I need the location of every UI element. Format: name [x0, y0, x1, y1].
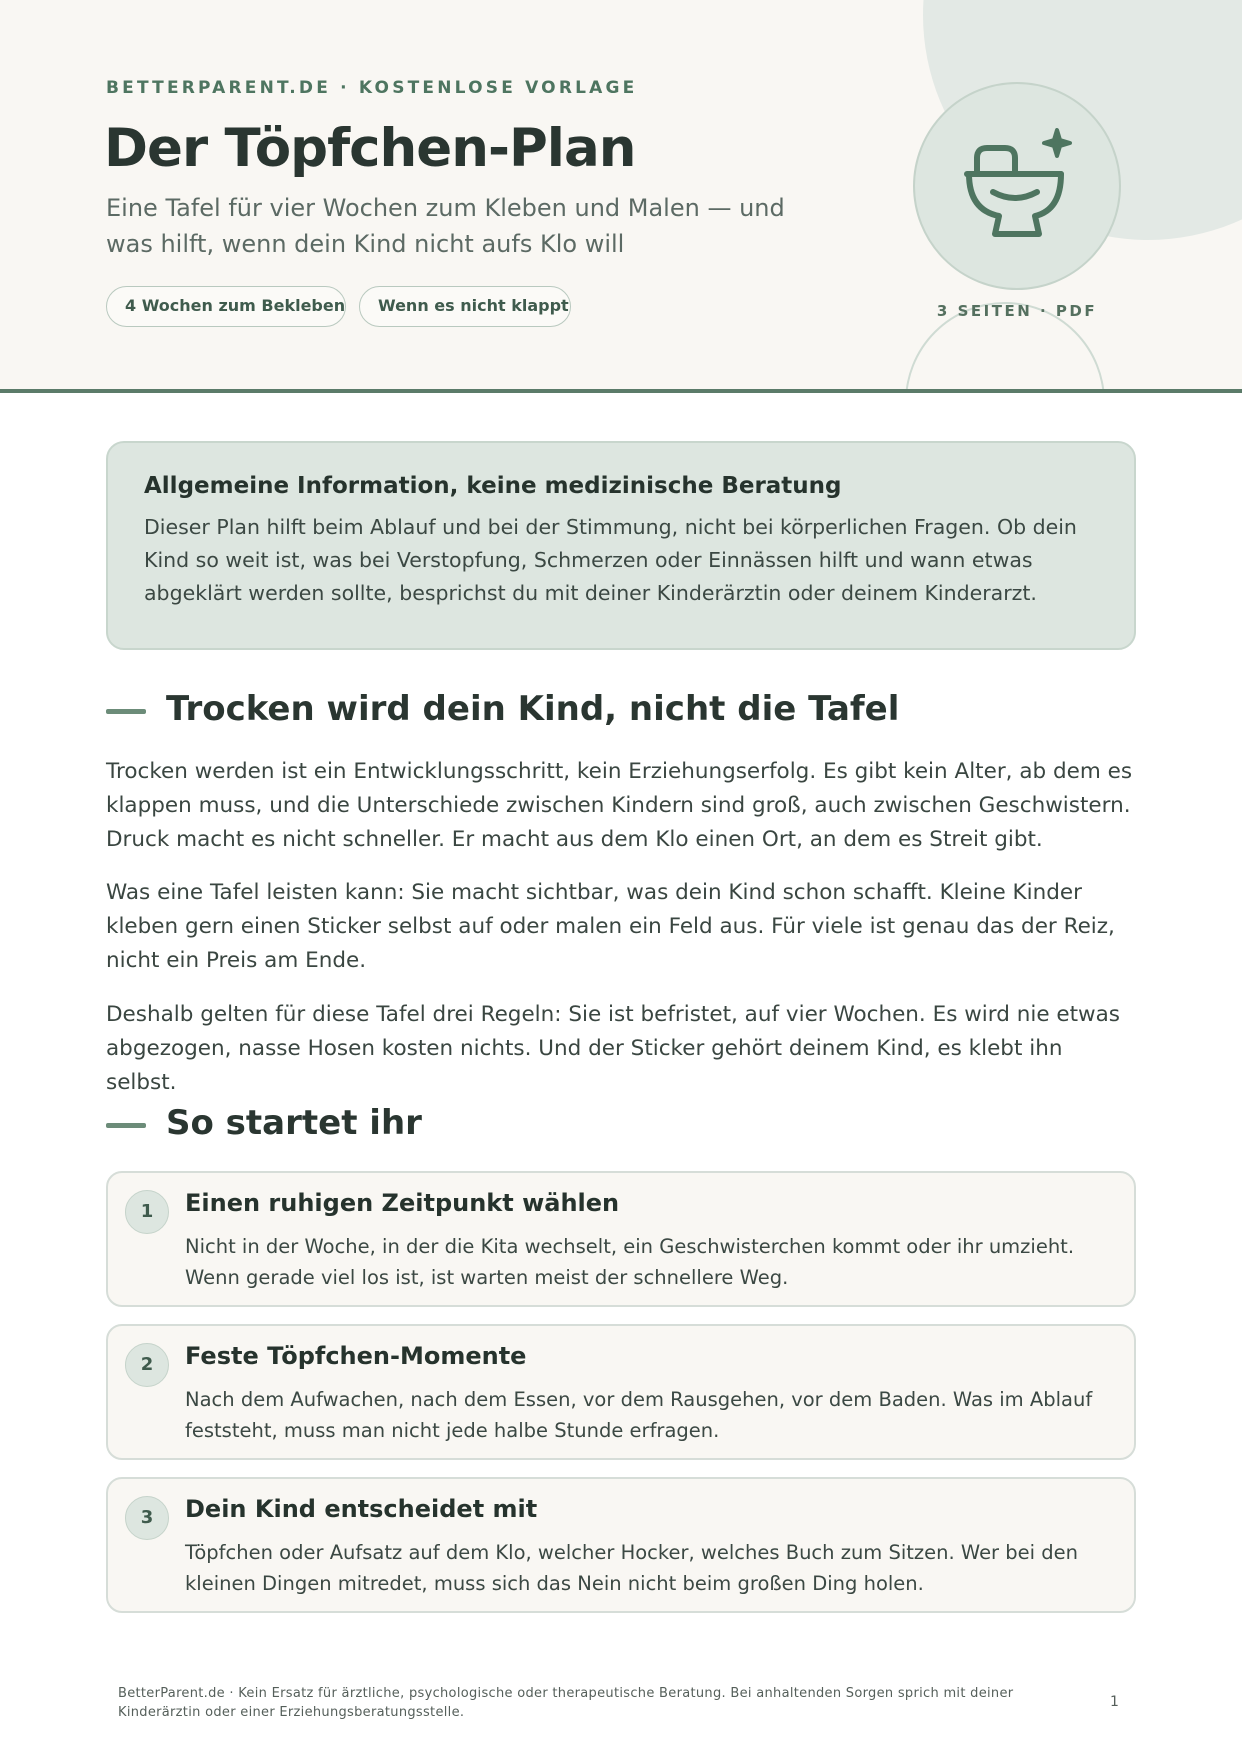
- page-number: 1: [1110, 1694, 1119, 1710]
- heading-dash: [106, 709, 146, 714]
- step-text: Nicht in der Woche, in der die Kita wechselt, ein Geschwisterchen kommt oder ihr umzieht. Wenn gerade viel los ist, ist warten meist der schnellere Weg.: [185, 1235, 1075, 1289]
- disclaimer-text: Dieser Plan hilft beim Ablauf und bei der Stimmung, nicht bei körperlichen Fragen. Ob dein Kind so weit ist, was bei Verstopfung, Schmerzen oder Einnässen hilft und wann etwas abgeklärt werden sollte, besprichst du mit deiner Kinderärztin oder deinem Kinderarzt.: [144, 515, 1077, 605]
- body-paragraph: Deshalb gelten für diese Tafel drei Regeln: Sie ist befristet, auf vier Wochen. Es wird nie etwas abgezogen, nasse Hosen kosten nichts. Und der Sticker gehört deinem Kind, es klebt ihn selbst.: [106, 1002, 1121, 1095]
- header-divider: [0, 389, 1242, 393]
- disclaimer-box: [106, 441, 1136, 650]
- page-subtitle: Eine Tafel für vier Wochen zum Kleben und Malen — und was hilft, wenn dein Kind nicht aufs Klo will: [106, 194, 785, 258]
- step-title: Feste Töpfchen-Momente: [185, 1342, 527, 1370]
- step-text: Töpfchen oder Aufsatz auf dem Klo, welcher Hocker, welches Buch zum Sitzen. Wer bei den kleinen Dingen mitredet, muss sich das Nein nicht beim großen Ding holen.: [185, 1541, 1079, 1595]
- body-paragraph: Was eine Tafel leisten kann: Sie macht sichtbar, was dein Kind schon schafft. Kleine Kinder kleben gern einen Sticker selbst auf oder malen ein Feld aus. Für viele ist genau das der Reiz, nicht ein Preis am Ende.: [106, 880, 1115, 973]
- step-card: [106, 1324, 1136, 1460]
- brand-kicker: BETTERPARENT.DE · KOSTENLOSE VORLAGE: [106, 78, 638, 98]
- page-header: [0, 0, 1242, 389]
- step-title: Einen ruhigen Zeitpunkt wählen: [185, 1189, 620, 1217]
- heading-dash: [106, 1123, 146, 1128]
- page-title: Der Töpfchen-Plan: [104, 118, 636, 179]
- step-card: [106, 1477, 1136, 1613]
- step-text: Nach dem Aufwachen, nach dem Essen, vor dem Rausgehen, vor dem Baden. Was im Ablauf feststeht, muss man nicht jede halbe Stunde erfragen.: [185, 1388, 1093, 1442]
- section-title: Trocken wird dein Kind, nicht die Tafel: [166, 689, 900, 729]
- badge-circle: [913, 82, 1121, 290]
- step-card: [106, 1171, 1136, 1307]
- disclaimer-title: Allgemeine Information, keine medizinische Beratung: [144, 473, 842, 499]
- step-number: 2: [125, 1343, 169, 1387]
- step-title: Dein Kind entscheidet mit: [185, 1495, 538, 1523]
- tag-pill-troubleshooting: Wenn es nicht klappt: [359, 286, 571, 327]
- toilet-sparkle-icon: [959, 128, 1079, 248]
- step-number: 1: [125, 1190, 169, 1234]
- section-title: So startet ihr: [166, 1103, 422, 1143]
- tag-pill-weeks: 4 Wochen zum Bekleben: [106, 286, 346, 327]
- body-paragraph: Trocken werden ist ein Entwicklungsschritt, kein Erziehungserfolg. Es gibt kein Alter, ab dem es klappen muss, und die Unterschiede zwischen Kindern sind groß, auch zwischen Geschwistern. Druck macht es nicht schneller. Er macht aus dem Klo einen Ort, an dem es Streit gibt.: [106, 759, 1133, 852]
- footer-disclaimer: BetterParent.de · Kein Ersatz für ärztliche, psychologische oder therapeutische Beratung. Bei anhaltenden Sorgen sprich mit deiner Kinderärztin oder einer Erziehungsberatungsstelle.: [118, 1686, 1014, 1720]
- badge-caption: 3 SEITEN · PDF: [936, 302, 1098, 320]
- step-number: 3: [125, 1496, 169, 1540]
